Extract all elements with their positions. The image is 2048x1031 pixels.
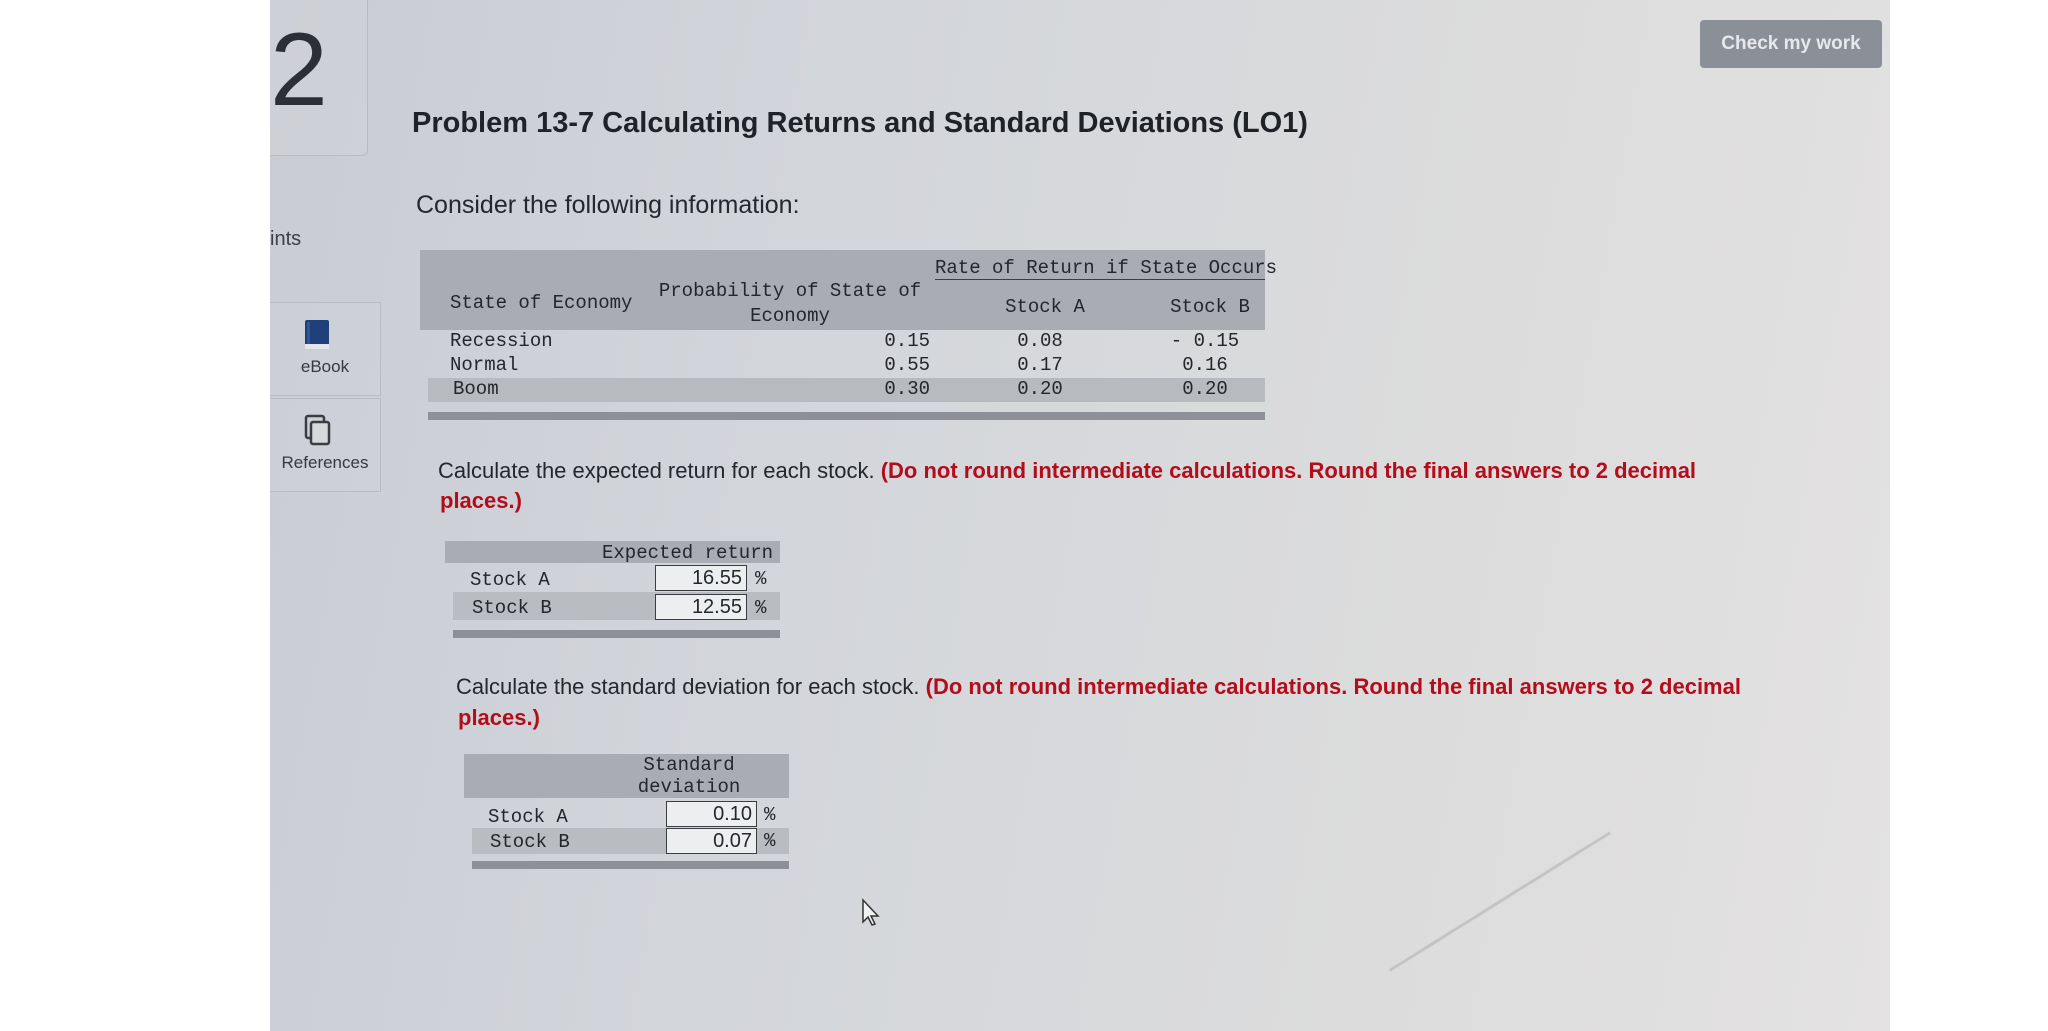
q2-instruction-2: places.): [458, 705, 540, 730]
q1-instruction-2: places.): [440, 488, 522, 513]
row-stock-b: - 0.15: [1170, 330, 1240, 352]
problem-title: Problem 13-7 Calculating Returns and Standard Deviations (LO1): [412, 107, 1308, 139]
returns-info-table: [420, 250, 1278, 420]
row-stock-a: 0.17: [1017, 354, 1063, 376]
question-number: 2: [270, 12, 328, 128]
row-stock-a: 0.20: [1017, 378, 1063, 400]
q2-instruction: (Do not round intermediate calculations. Round the final answers to 2 decimal: [925, 674, 1741, 699]
screen-glare: [1389, 831, 1611, 971]
q1-instruction: (Do not round intermediate calculations. Round the final answers to 2 decimal: [880, 458, 1697, 483]
row-state: Normal: [450, 354, 519, 376]
table-footer-bar: [472, 861, 789, 869]
percent-unit: %: [755, 568, 767, 590]
ebook-label: eBook: [300, 357, 350, 376]
references-label: References: [281, 453, 369, 472]
expected-return-input-b[interactable]: 12.55: [655, 594, 747, 620]
row-stock-b: 0.16: [1182, 354, 1228, 376]
q1-prompt: [438, 458, 1696, 484]
row-prob: 0.55: [884, 354, 930, 376]
expected-return-table: [445, 541, 780, 641]
question-number-box: [270, 0, 368, 156]
ebook-button[interactable]: [270, 302, 381, 396]
row-prob: 0.15: [884, 330, 930, 352]
header-state: State of Economy: [450, 292, 633, 314]
q2-prompt: [456, 674, 1741, 700]
row-stock-a: 0.08: [1017, 330, 1063, 352]
points-label: ints: [270, 228, 302, 250]
references-button[interactable]: [270, 398, 381, 492]
table-footer-bar: [453, 630, 780, 638]
percent-unit: %: [755, 597, 767, 619]
header-stock-b: Stock B: [1170, 296, 1250, 318]
screen: [270, 0, 1890, 1031]
std-dev-input-a[interactable]: 0.10: [666, 801, 757, 827]
header-standard: Standard: [643, 754, 735, 776]
row-state: Boom: [453, 378, 499, 400]
row-label: Stock A: [470, 569, 550, 591]
header-probability-1: Probability of State of: [658, 280, 922, 302]
percent-unit: %: [764, 804, 776, 826]
q2-prompt-line2: [458, 705, 540, 731]
percent-unit: %: [764, 830, 776, 852]
std-dev-input-b[interactable]: 0.07: [666, 828, 757, 854]
row-label: Stock B: [472, 597, 552, 619]
q1-text: Calculate the expected return for each stock.: [438, 458, 875, 483]
check-my-work-button[interactable]: Check my work: [1700, 20, 1882, 68]
book-icon: [302, 318, 332, 352]
row-label: Stock B: [490, 831, 570, 853]
row-state: Recession: [450, 330, 553, 352]
expected-return-input-a[interactable]: 16.55: [655, 565, 747, 591]
row-stock-b: 0.20: [1182, 378, 1228, 400]
copy-pages-icon: [302, 414, 332, 448]
standard-deviation-table: [464, 754, 789, 874]
mouse-cursor-icon: [860, 898, 884, 928]
header-expected-return: Expected return: [601, 542, 774, 564]
row-label: Stock A: [488, 806, 568, 828]
header-probability-2: Economy: [750, 305, 830, 327]
intro-text: Consider the following information:: [416, 191, 800, 219]
table-footer-bar: [428, 412, 1265, 420]
group-header: Rate of Return if State Occurs: [935, 257, 1278, 279]
q2-text: Calculate the standard deviation for each stock.: [456, 674, 920, 699]
row-prob: 0.30: [884, 378, 930, 400]
q1-prompt-line2: [440, 488, 522, 514]
header-stock-a: Stock A: [1005, 296, 1085, 318]
header-deviation: deviation: [637, 776, 741, 798]
